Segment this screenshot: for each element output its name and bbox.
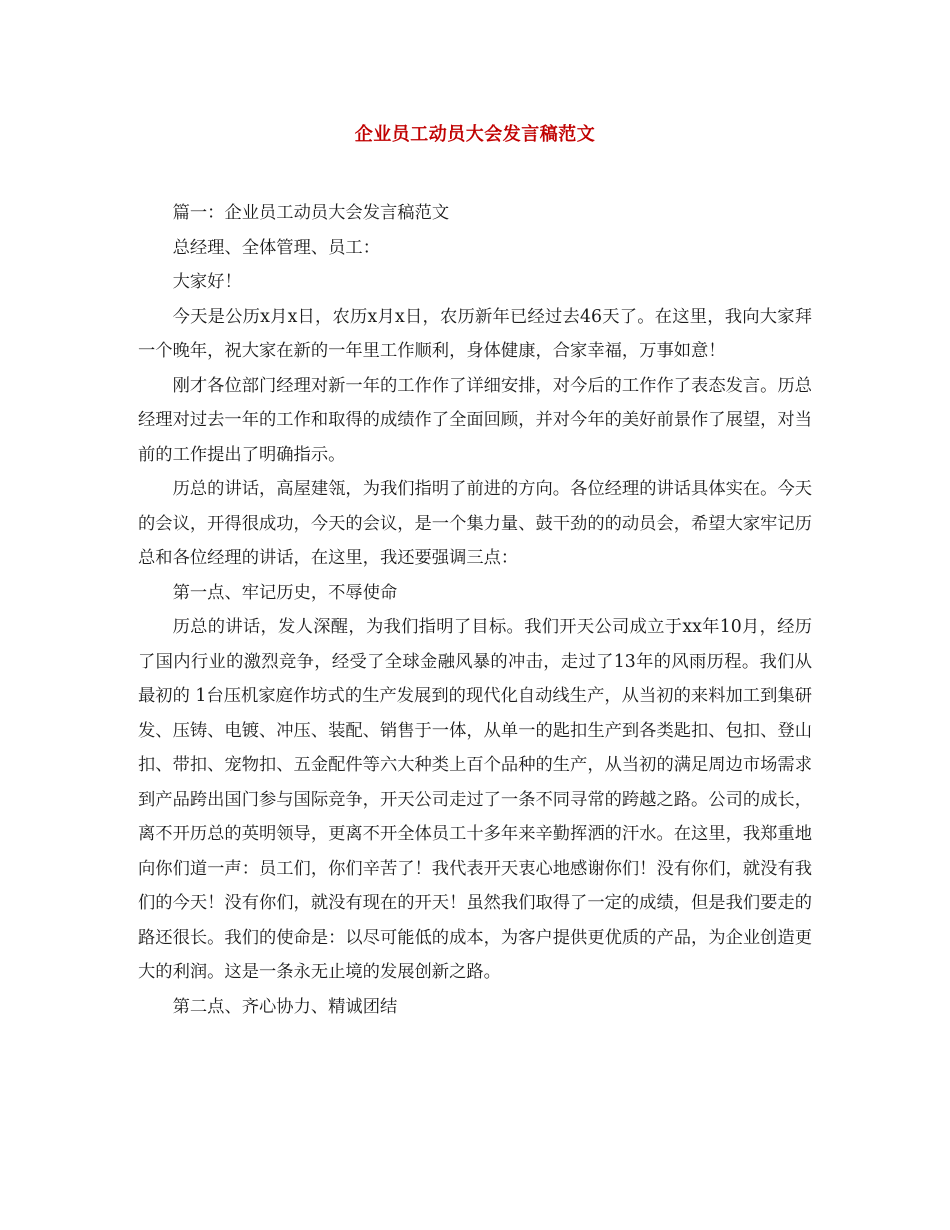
paragraph-heading: 篇一：企业员工动员大会发言稿范文 [172, 203, 450, 223]
paragraph: 历总的讲话，发人深醒，为我们指明了目标。我们开天公司成立于xx年10月，经历了国内行业的激烈竞争，经受了全球金融风暴的冲击，走过了13年的风雨历程。我们从最初的 1台压机家庭作坊式的生产发展到的现代化自动线生产，从当初的来料加工到集研发、压铸、电镀、冲压、装配、销售于一体，从单一的匙扣生产到各类匙扣、包扣、登山扣、带扣、宠物扣、五金配件等六大种类上百个品种的生产，从当初的满足周边市场需求到产品跨出国门参与国际竞争，开天公司走过了一条不同寻常的跨越之路。公司的成长，离不开历总的英明领导，更离不开全体员工十多年来辛勤挥洒的汗水。在这里，我郑重地向你们道一声：员工们，你们辛苦了！我代表开天衷心地感谢你们！没有你们，就没有我们的今天！没有你们，就没有现在的开天！虽然我们取得了一定的成绩，但是我们要走的路还很长。我们的使命是：以尽可能低的成本，为客户提供更优质的产品，为企业创造更大的利润。这是一条永无止境的发展创新之路。 [138, 617, 812, 982]
document-body [138, 196, 812, 1024]
paragraph-greeting: 大家好！ [172, 272, 242, 292]
section-heading: 第一点、牢记历史，不辱使命 [172, 582, 398, 603]
document-title: 企业员工动员大会发言稿范文 [354, 124, 596, 145]
paragraph: 刚才各位部门经理对新一年的工作作了详细安排，对今后的工作作了表态发言。历总经理对过去一年的工作和取得的成绩作了全面回顾，并对今年的美好前景作了展望，对当前的工作提出了明确指示。 [138, 375, 813, 465]
paragraph: 今天是公历x月x日，农历x月x日，农历新年已经过去46天了。在这里，我向大家拜一个晚年，祝大家在新的一年里工作顺利，身体健康，合家幸福，万事如意！ [138, 306, 812, 361]
paragraph-salutation: 总经理、全体管理、员工： [172, 237, 380, 258]
paragraph: 历总的讲话，高屋建瓴，为我们指明了前进的方向。各位经理的讲话具体实在。今天的会议，开得很成功，今天的会议，是一个集力量、鼓干劲的的动员会，希望大家牢记历总和各位经理的讲话，在这里，我还要强调三点： [138, 479, 813, 568]
section-heading: 第二点、齐心协力、精诚团结 [172, 996, 398, 1017]
